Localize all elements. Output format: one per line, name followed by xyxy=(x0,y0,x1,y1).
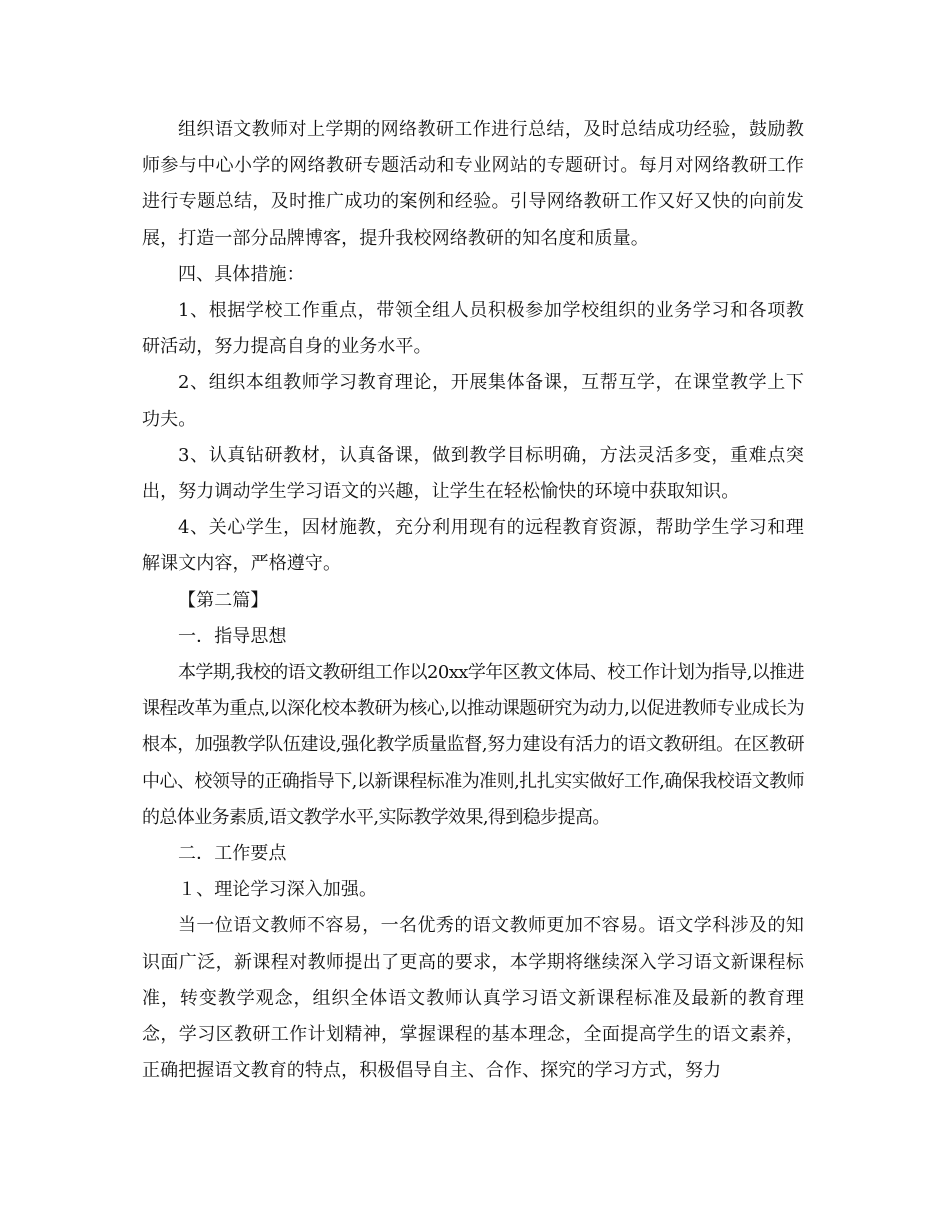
document-page xyxy=(142,112,804,1089)
paragraph-theory-study: 当一位语文教师不容易，一名优秀的语文教师更加不容易。语文学科涉及的知识面广泛，新课程对教师提出了更高的要求，本学期将继续深入学习语文新课程标准，转变教学观念，组织全体语文教师认真学习语文新课程标准及最新的教育理念，学习区教研工作计划精神，掌握课程的基本理念，全面提高学生的语文素养，正确把握语文教育的特点，积极倡导自主、合作、探究的学习方式，努力 xyxy=(142,915,804,1082)
list-item-theory-study: １、理论学习深入加强。 xyxy=(178,879,378,901)
list-item-measure-2: 2、组织本组教师学习教育理论，开展集体备课，互帮互学，在课堂教学上下功夫。 xyxy=(142,372,804,430)
list-item-measure-3: 3、认真钻研教材，认真备课，做到教学目标明确，方法灵活多变，重难点突出，努力调动学生学习语文的兴趣，让学生在轻松愉快的环境中获取知识。 xyxy=(142,444,804,503)
list-item-measure-4: 4、关心学生，因材施教，充分利用现有的远程教育资源，帮助学生学习和理解课文内容，严格遵守。 xyxy=(142,517,804,575)
heading-specific-measures: 四、具体措施： xyxy=(178,263,305,285)
section-title-part-two: 【第二篇】 xyxy=(178,589,269,611)
heading-work-points: 二．工作要点 xyxy=(178,843,287,865)
list-item-measure-1: 1、根据学校工作重点，带领全组人员积极参加学校组织的业务学习和各项教研活动，努力提高自身的业务水平。 xyxy=(142,300,804,358)
paragraph-guiding-ideology: 本学期,我校的语文教研组工作以20xx学年区教文体局、校工作计划为指导,以推进课程改革为重点,以深化校本教研为核心,以推动课题研究为动力,以促进教师专业成长为根本，加强教学队伍建设,强化教学质量监督,努力建设有活力的语文教研组。在区教研中心、校领导的正确指导下,以新课程标准为准则,扎扎实实做好工作,确保我校语文教师的总体业务素质,语文教学水平,实际教学效果,得到稳步提高。 xyxy=(142,662,804,828)
heading-guiding-ideology: 一．指导思想 xyxy=(178,625,287,647)
paragraph-network-research-summary: 组织语文教师对上学期的网络教研工作进行总结，及时总结成功经验，鼓励教师参与中心小学的网络教研专题活动和专业网站的专题研讨。每月对网络教研工作进行专题总结，及时推广成功的案例和经验。引导网络教研工作又好又快的向前发展，打造一部分品牌博客，提升我校网络教研的知名度和质量。 xyxy=(142,119,804,249)
